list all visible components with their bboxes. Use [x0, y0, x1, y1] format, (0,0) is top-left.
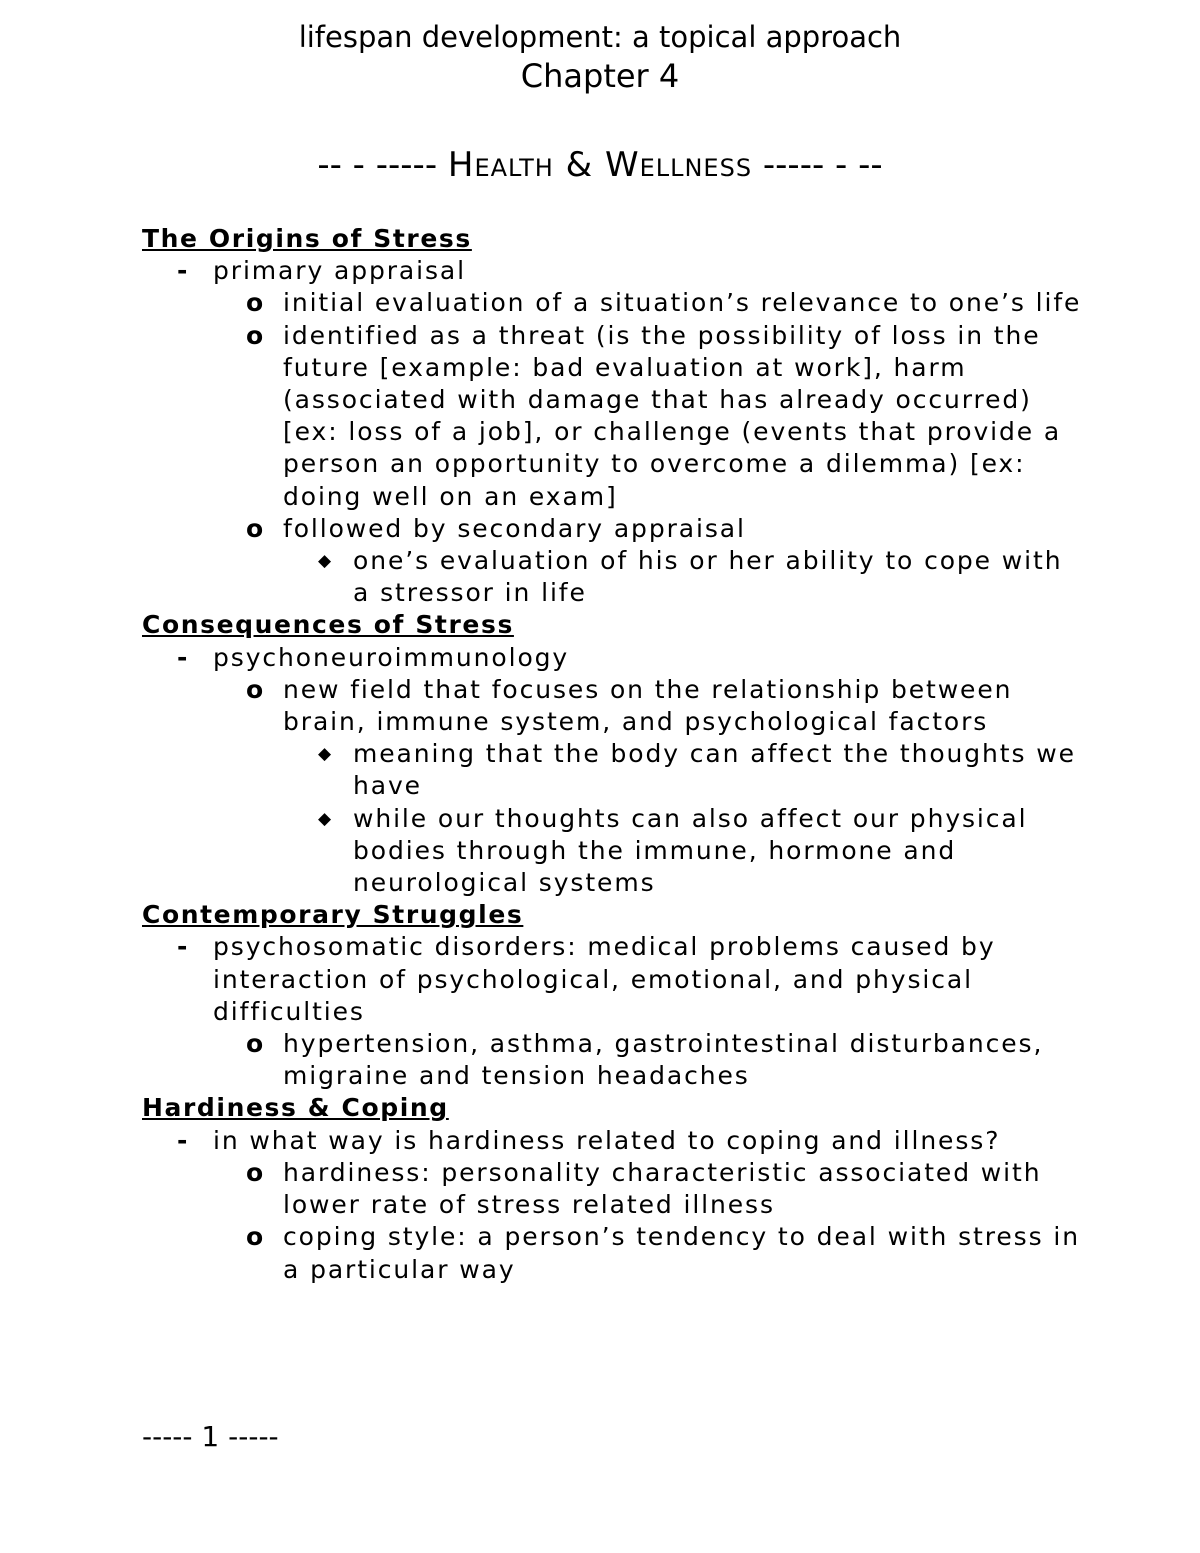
page-number: ----- 1 -----: [142, 1420, 279, 1453]
section-banner: [0, 143, 1200, 187]
section-heading-contemporary-struggles: Contemporary Struggles: [142, 900, 524, 930]
list-item: [142, 320, 1082, 513]
banner-title: Health & Wellness: [447, 145, 753, 185]
list-item-text: primary appraisal: [213, 256, 466, 286]
section-heading-origins-of-stress: The Origins of Stress: [142, 224, 472, 253]
list-item: [142, 1221, 1082, 1285]
list-item: [142, 1125, 1082, 1157]
list-item: [142, 255, 1082, 287]
dash-bullet-icon: -: [177, 1125, 188, 1155]
circle-bullet-icon: o: [246, 1157, 264, 1187]
list-item-text: psychosomatic disorders: medical problems caused by interaction of psychological, emotional, and physical difficulties: [213, 932, 996, 1026]
list-item-text: identified as a threat (is the possibility of loss in the future [example: bad evaluation at work], harm (associated with damage that has already occurred) [ex: loss of a job], or challenge (events that provide a person an opportunity to overcome a dilemma) [ex: doing well on an exam]: [283, 320, 1062, 511]
list-item: [142, 803, 1082, 900]
circle-bullet-icon: o: [246, 1029, 264, 1059]
list-item: [142, 1028, 1082, 1092]
circle-bullet-icon: o: [246, 320, 264, 350]
list-item: [142, 674, 1082, 738]
list-item-text: coping style: a person’s tendency to deal with stress in a particular way: [283, 1222, 1080, 1284]
list-item-text: initial evaluation of a situation’s relevance to one’s life: [283, 288, 1082, 318]
document-title: lifespan development: a topical approach: [298, 20, 902, 54]
chapter-label: Chapter 4: [520, 57, 680, 95]
section-heading-hardiness-coping: Hardiness & Coping: [142, 1093, 449, 1123]
diamond-bullet-icon: ◆: [318, 808, 332, 829]
list-item-text: meaning that the body can affect the thoughts we have: [353, 739, 1076, 801]
dash-bullet-icon: -: [177, 256, 188, 286]
diamond-bullet-icon: ◆: [318, 551, 332, 572]
banner-dashes-right: ----- - --: [762, 145, 883, 185]
dash-bullet-icon: -: [177, 642, 188, 672]
section-heading-consequences-of-stress: Consequences of Stress: [142, 610, 514, 640]
list-item-text: followed by secondary appraisal: [283, 513, 746, 543]
dash-bullet-icon: -: [177, 932, 188, 962]
list-item: [142, 287, 1082, 319]
list-item: [142, 931, 1082, 1028]
list-item-text: new field that focuses on the relationship between brain, immune system, and psychological factors: [283, 674, 1013, 737]
circle-bullet-icon: o: [246, 513, 264, 543]
circle-bullet-icon: o: [246, 674, 264, 704]
list-item-text: hypertension, asthma, gastrointestinal disturbances, migraine and tension headaches: [283, 1029, 1044, 1091]
list-item: [142, 545, 1082, 609]
list-item: [142, 1157, 1082, 1221]
diamond-bullet-icon: ◆: [318, 744, 332, 765]
list-item-text: psychoneuroimmunology: [213, 642, 570, 672]
list-item-text: one’s evaluation of his or her ability to cope with a stressor in life: [353, 546, 1063, 608]
list-item-text: while our thoughts can also affect our physical bodies through the immune, hormone and neurological systems: [353, 803, 1028, 898]
list-item: [142, 738, 1082, 802]
list-item: [142, 642, 1082, 674]
notes-outline: [142, 223, 1082, 1286]
list-item-text: in what way is hardiness related to coping and illness?: [213, 1125, 1001, 1155]
list-item: [142, 513, 1082, 545]
circle-bullet-icon: o: [246, 288, 264, 318]
list-item-text: hardiness: personality characteristic associated with lower rate of stress related illness: [283, 1157, 1042, 1220]
circle-bullet-icon: o: [246, 1222, 264, 1252]
banner-dashes-left: -- - -----: [317, 145, 438, 185]
